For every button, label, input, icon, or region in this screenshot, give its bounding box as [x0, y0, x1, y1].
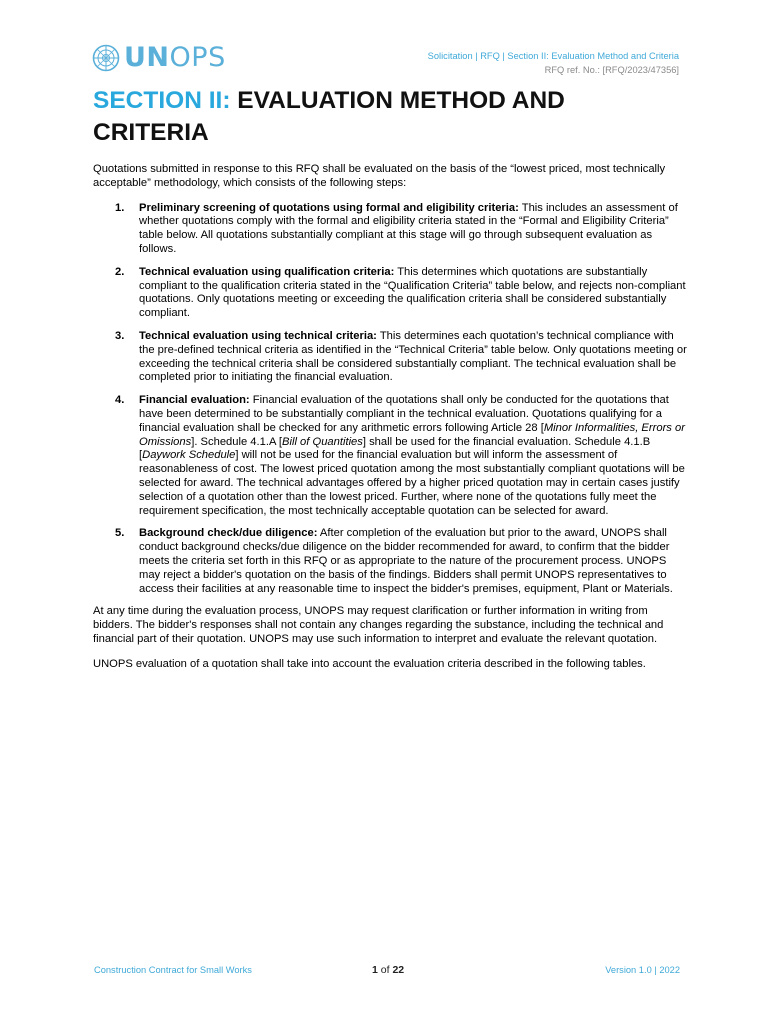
running-header	[428, 49, 679, 77]
logo-wordmark: UNOPS	[124, 42, 226, 73]
step-heading: Technical evaluation using qualification criteria:	[139, 265, 395, 278]
document-body	[93, 163, 688, 683]
step-text: After completion of the evaluation but prior to the award, UNOPS shall conduct background checks/due diligence on the bidder recommended for award, to confirm that the bidder meets the criteria set forth in this RFQ or as appropriate to the nature of the procurement process. UNOPS may reject a bidder's quotation on the basis of the findings. Bidders shall permit UNOPS representatives to access their facilities at any reasonable time to inspect the bidder's premises, equipment, Plant or Materials.	[139, 527, 673, 595]
header-ref-number: RFQ ref. No.: [RFQ/2023/47356]	[544, 65, 679, 75]
step-text: Financial evaluation of the quotations shall only be conducted for the quotations that have been determined to be substantially compliant in the technical evaluation. Quotations qualifying for a financial evaluation shall be checked for any arithmetic errors following Article 28 [	[139, 394, 669, 434]
clarification-paragraph: At any time during the evaluation process, UNOPS may request clarification or further information in writing from bidders. The bidder's responses shall not contain any changes regarding the substance, including the technical and financial part of their quotation. UNOPS may use such information to interpret and evaluate the relevant quotation.	[93, 605, 664, 645]
header-breadcrumb: Solicitation | RFQ | Section II: Evaluation Method and Criteria	[427, 51, 679, 61]
intro-paragraph: Quotations submitted in response to this RFQ shall be evaluated on the basis of the “lowest priced, most technically acceptable” methodology, which consists of the following steps:	[93, 163, 666, 189]
section-name: EVALUATION METHOD AND CRITERIA	[93, 87, 565, 146]
step-heading: Background check/due diligence:	[139, 527, 318, 540]
list-item: 3. Technical evaluation using technical criteria: This determines each quotation’s technical compliance with the pre-defined technical criteria as identified in the “Technical Criteria” table below. Only quotations meeting or exceeding the technical criteria shall be considered substantially compliant. The technical evaluation shall be completed prior to initiating the financial evaluation.	[115, 329, 687, 384]
step-text: This determines which quotations are substantially compliant to the qualification criteria stated in the “Qualification Criteria” table below, and rejects non-compliant quotations. Only quotations meeting or exceeding the qualification criteria shall be considered substantially compliant.	[139, 265, 686, 320]
schedule-reference: Daywork Schedule	[142, 449, 236, 462]
un-emblem-icon	[92, 44, 120, 72]
list-item: 5. Background check/due diligence: After completion of the evaluation but prior to the award, UNOPS shall conduct background checks/due diligence on the bidder recommended for award, to confirm that the bidder meets the criteria set forth in this RFQ or as appropriate to the nature of the procurement process. UNOPS may reject a bidder's quotation on the basis of the findings. Bidders shall permit UNOPS representatives to access their facilities at any reasonable time to inspect the bidder's premises, equipment, Plant or Materials.	[115, 527, 673, 595]
step-heading: Financial evaluation:	[139, 394, 250, 407]
schedule-reference: Bill of Quantities	[282, 435, 363, 448]
footer-document-name: Construction Contract for Small Works	[94, 965, 252, 975]
list-item: 1. Preliminary screening of quotations using formal and eligibility criteria: This includes an assessment of whether quotations comply with the formal and eligibility criteria stated in the “Formal and Eligibility Criteria” table below. All quotations substantially compliant at this stage will go through subsequent evaluation as follows.	[115, 201, 678, 255]
list-item: 4. Financial evaluation: Financial evaluation of the quotations shall only be conducted for the quotations that have been determined to be substantially compliant in the technical evaluation. Quotations qualifying for a financial evaluation shall be checked for any arithmetic errors following Article 28 [Minor Informalities, Errors or Omissions]. Schedule 4.1.A [Bill of Quantities] shall be used for the financial evaluation. Schedule 4.1.B [Daywork Schedule] will not be used for the financial evaluation but will inform the assessment of reasonableness of cost. The lowest priced quotation among the most substantially compliant quotations will be selected for award. The technical advantages offered by a higher priced quotation may in certain cases justify selection of a quotation other than the lowest priced. Further, where none of the quotations fully meet the requirement specification, the most technically acceptable quotation can be selected for award.	[115, 394, 685, 517]
article-reference: Minor Informalities, Errors or Omissions	[139, 421, 685, 448]
list-item: 2. Technical evaluation using qualification criteria: This determines which quotations are substantially compliant to the qualification criteria stated in the “Qualification Criteria” table below, and rejects non-compliant quotations. Only quotations meeting or exceeding the qualification criteria shall be considered substantially compliant.	[115, 265, 686, 320]
tables-paragraph: UNOPS evaluation of a quotation shall take into account the evaluation criteria described in the following tables.	[93, 657, 646, 670]
section-number: SECTION II:	[93, 87, 231, 114]
evaluation-steps-list	[93, 202, 688, 597]
step-heading: Preliminary screening of quotations using formal and eligibility criteria:	[139, 201, 519, 214]
section-title	[93, 85, 683, 149]
unops-logo	[92, 44, 226, 72]
step-text: This includes an assessment of whether quotations comply with the formal and eligibility criteria stated in the “Formal and Eligibility Criteria” table below. All quotations substantially compliant at this stage will go through subsequent evaluation as follows.	[139, 201, 678, 255]
page-number: 1 of 22	[372, 964, 405, 976]
step-heading: Technical evaluation using technical criteria:	[139, 329, 377, 342]
step-text: This determines each quotation’s technical compliance with the pre-defined technical criteria as identified in the “Technical Criteria” table below. Only quotations meeting or exceeding the technical criteria shall be considered substantially compliant. The technical evaluation shall be completed prior to initiating the financial evaluation.	[139, 329, 687, 384]
footer-version: Version 1.0 | 2022	[605, 965, 680, 975]
